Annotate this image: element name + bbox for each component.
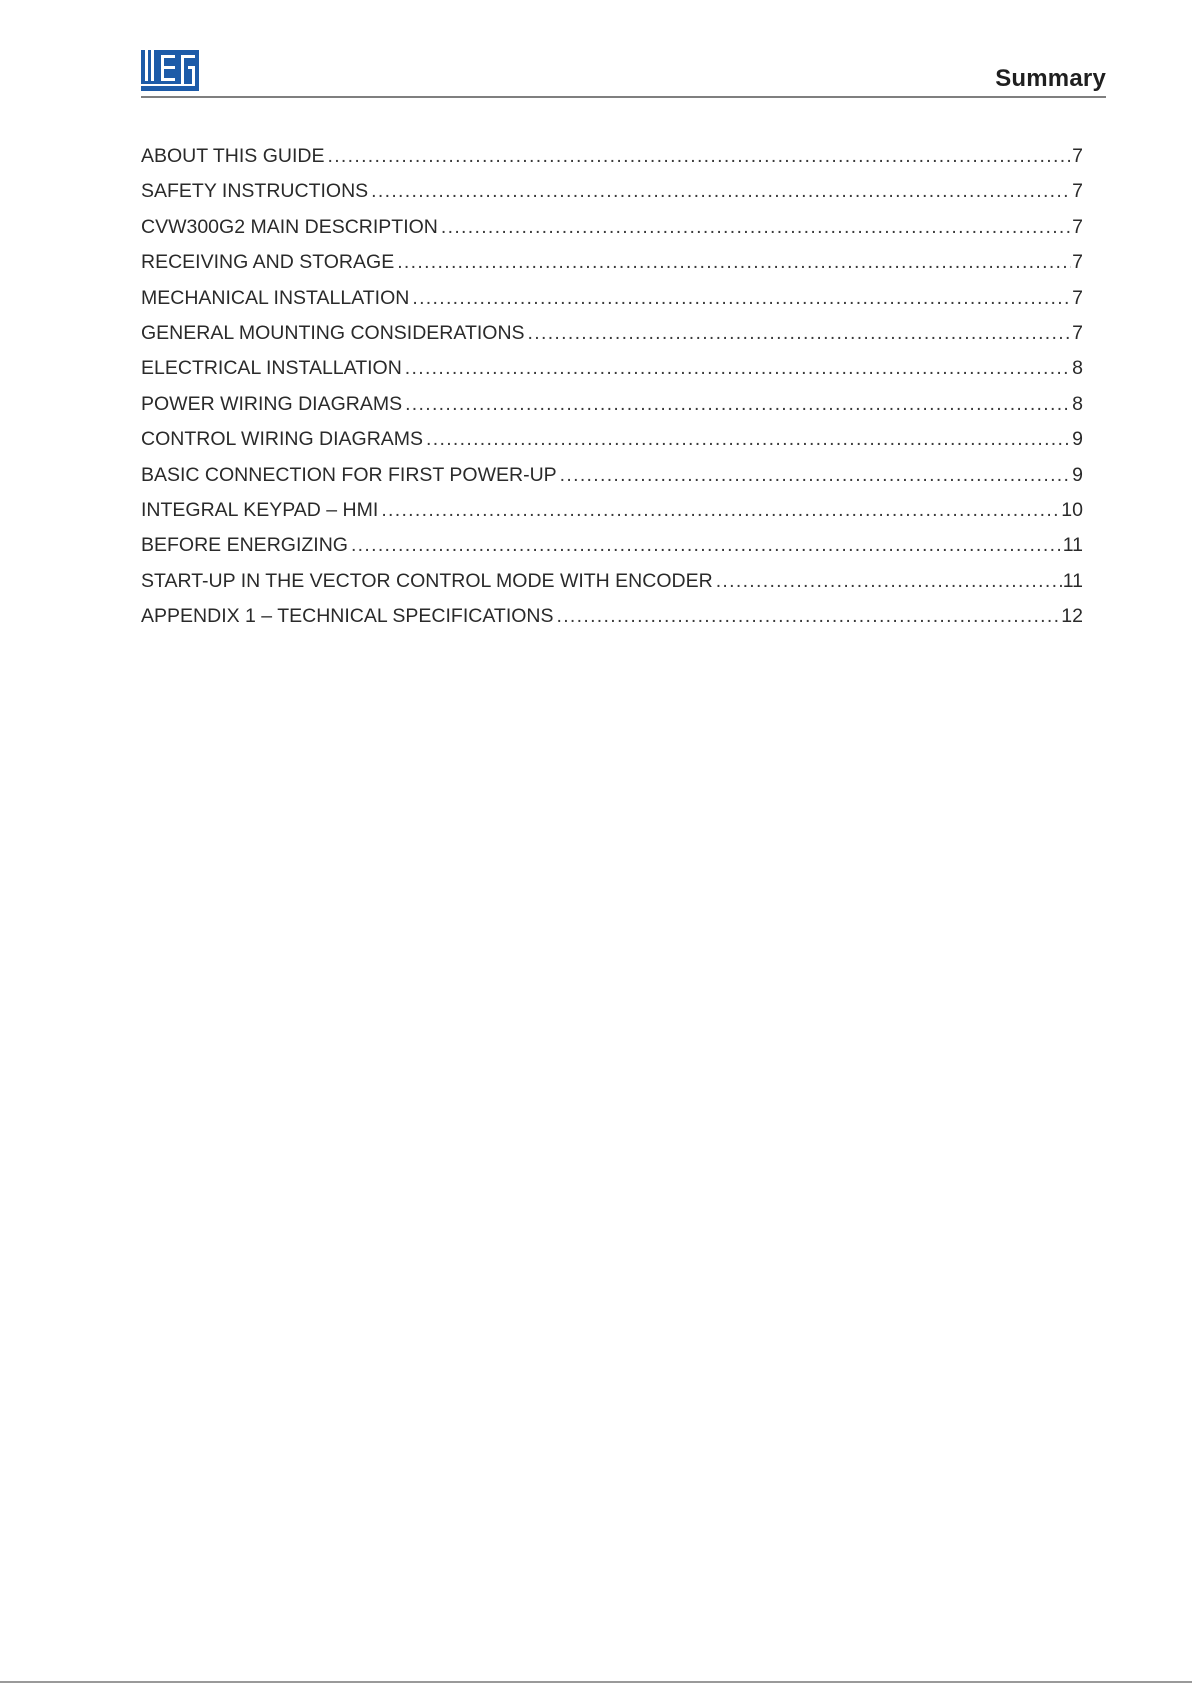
- toc-dot-leader: [381, 499, 1060, 522]
- toc-entry-page-number: 8: [1072, 392, 1083, 415]
- toc-entry-title: INTEGRAL KEYPAD – HMI: [141, 498, 379, 521]
- toc-entry-title: GENERAL MOUNTING CONSIDERATIONS: [141, 321, 525, 344]
- toc-entry-title: CONTROL WIRING DIAGRAMS: [141, 428, 424, 451]
- toc-entry-page-number: 9: [1072, 463, 1083, 486]
- toc-entry[interactable]: [141, 464, 1083, 499]
- toc-dot-leader: [397, 251, 1071, 274]
- toc-dot-leader: [426, 428, 1071, 451]
- toc-entry-page-number: 7: [1072, 251, 1083, 274]
- toc-dot-leader: [405, 357, 1071, 380]
- toc-dot-leader: [528, 322, 1072, 345]
- toc-entry-page-number: 7: [1072, 180, 1083, 203]
- toc-entry[interactable]: [141, 251, 1083, 286]
- page-header: [141, 48, 1106, 98]
- toc-entry-title: SAFETY INSTRUCTIONS: [141, 180, 369, 203]
- toc-entry[interactable]: [141, 287, 1083, 322]
- toc-dot-leader: [327, 145, 1071, 168]
- toc-entry[interactable]: [141, 605, 1083, 640]
- toc-entry[interactable]: [141, 393, 1083, 428]
- toc-entry[interactable]: [141, 499, 1083, 534]
- toc-entry-page-number: 7: [1072, 286, 1083, 309]
- toc-entry-page-number: 12: [1061, 605, 1083, 628]
- toc-entry[interactable]: [141, 534, 1083, 569]
- toc-entry-title: RECEIVING AND STORAGE: [141, 251, 395, 274]
- toc-dot-leader: [351, 534, 1062, 557]
- toc-entry-title: MECHANICAL INSTALLATION: [141, 286, 410, 309]
- toc-entry[interactable]: [141, 570, 1083, 605]
- toc-entry[interactable]: [141, 145, 1083, 180]
- footer-divider: [0, 1681, 1192, 1683]
- toc-entry-title: ABOUT THIS GUIDE: [141, 145, 325, 167]
- toc-entry-page-number: 7: [1072, 145, 1083, 167]
- toc-entry-page-number: 11: [1062, 534, 1083, 557]
- toc-entry[interactable]: [141, 180, 1083, 215]
- toc-dot-leader: [560, 464, 1071, 487]
- toc-entry[interactable]: [141, 322, 1083, 357]
- toc-entry-title: START-UP IN THE VECTOR CONTROL MODE WITH ENCODER: [141, 569, 713, 592]
- toc-entry-title: BEFORE ENERGIZING: [141, 534, 348, 557]
- toc-entry-title: APPENDIX 1 – TECHNICAL SPECIFICATIONS: [141, 605, 554, 628]
- toc-entry[interactable]: [141, 357, 1083, 392]
- toc-entry-title: POWER WIRING DIAGRAMS: [141, 392, 403, 415]
- toc-entry-page-number: 7: [1072, 321, 1083, 344]
- weg-logo: [141, 50, 199, 91]
- toc-entry-page-number: 7: [1072, 215, 1083, 238]
- toc-entry-page-number: 8: [1072, 357, 1083, 380]
- toc-entry-page-number: 11: [1062, 569, 1083, 592]
- toc-dot-leader: [412, 287, 1071, 310]
- toc-entry-title: ELECTRICAL INSTALLATION: [141, 357, 402, 380]
- page-title: Summary: [995, 65, 1106, 92]
- toc-dot-leader: [405, 393, 1071, 416]
- toc-entry-title: CVW300G2 MAIN DESCRIPTION: [141, 215, 438, 238]
- toc-entry-title: BASIC CONNECTION FOR FIRST POWER-UP: [141, 463, 557, 486]
- toc-dot-leader: [371, 180, 1071, 203]
- toc-entry[interactable]: [141, 216, 1083, 251]
- toc-entry-page-number: 9: [1072, 428, 1083, 451]
- toc-dot-leader: [557, 605, 1061, 628]
- table-of-contents: [141, 145, 1083, 640]
- toc-entry[interactable]: [141, 428, 1083, 463]
- toc-entry-page-number: 10: [1061, 498, 1083, 521]
- toc-dot-leader: [716, 570, 1062, 593]
- toc-dot-leader: [441, 216, 1071, 239]
